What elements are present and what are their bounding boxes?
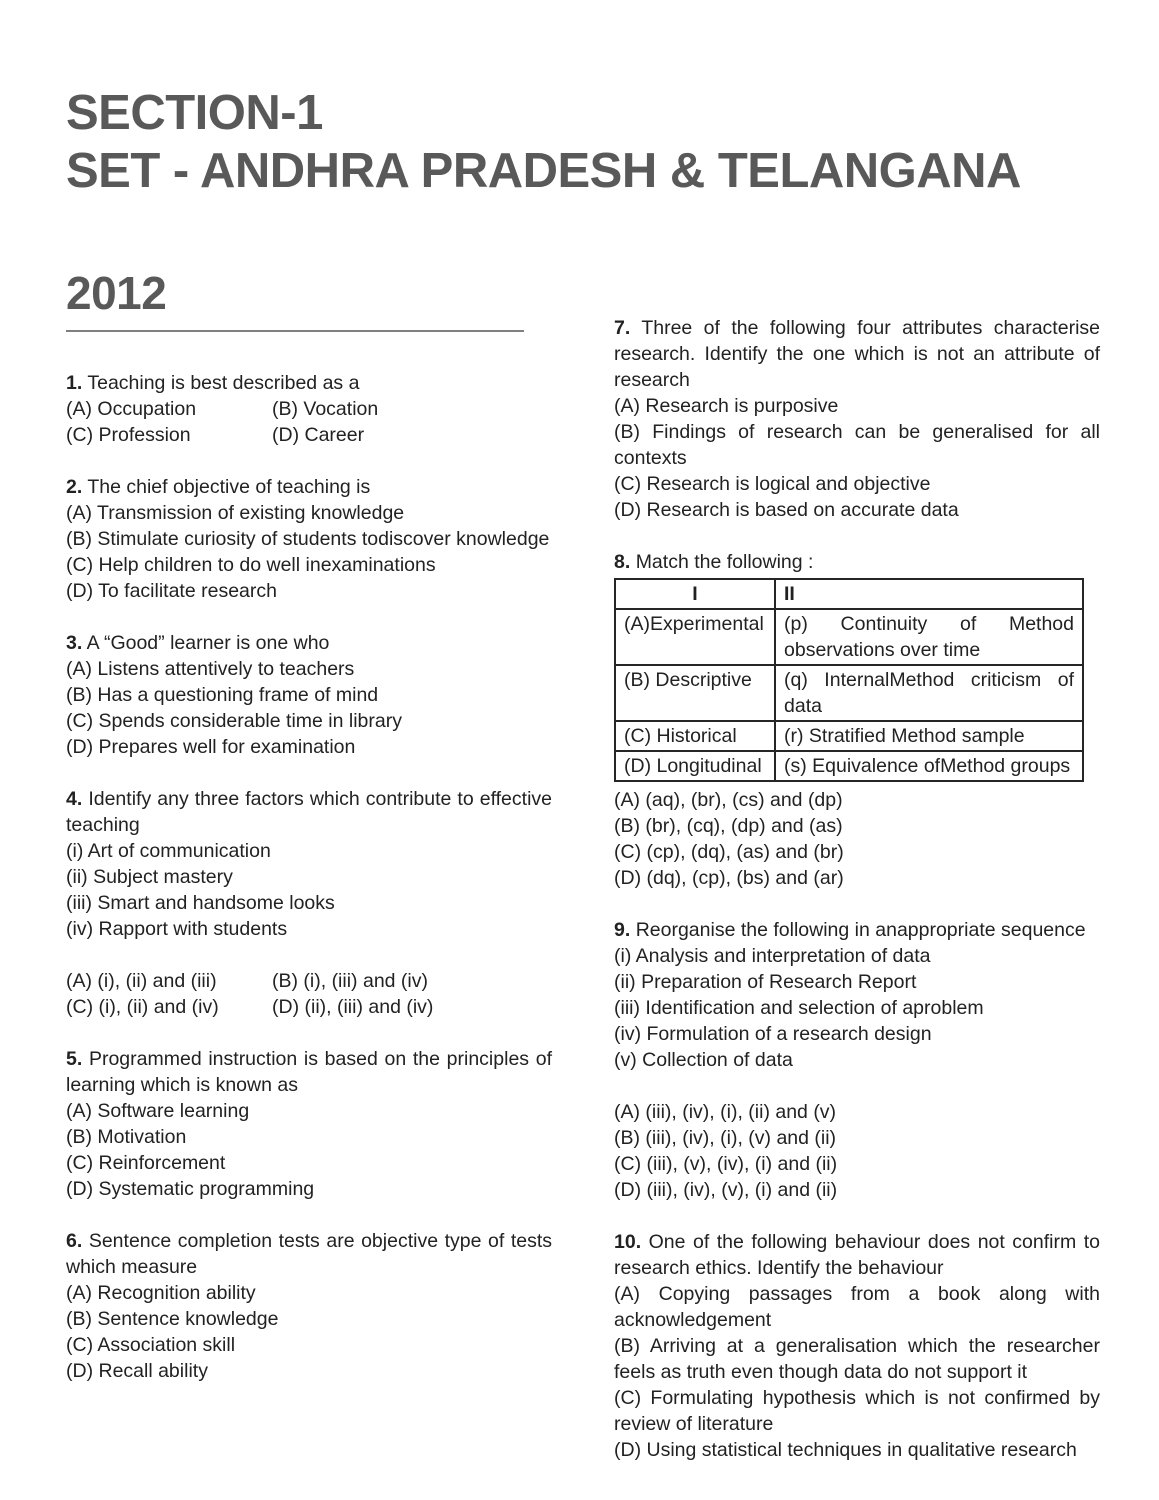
match-table-cell: (B) Descriptive (615, 665, 775, 721)
option: (C) Research is logical and objective (614, 473, 931, 495)
option: (C) Spends considerable time in library (66, 710, 402, 732)
doc-header (66, 84, 1021, 200)
question-3 (66, 630, 552, 760)
column-left (66, 266, 552, 1384)
question-number: 7. (614, 317, 631, 339)
list-item: (i) Analysis and interpretation of data (614, 945, 931, 967)
question-text-body: A “Good” learner is one who (86, 632, 330, 654)
question-1 (66, 370, 552, 448)
option: (C) (iii), (v), (iv), (i) and (ii) (614, 1153, 838, 1175)
question-4 (66, 786, 552, 1020)
question-text (614, 315, 1100, 393)
option: (D) Career (272, 424, 365, 446)
list-item: (i) Art of communication (66, 840, 271, 862)
question-number: 9. (614, 919, 631, 941)
match-table-header-row (615, 579, 1083, 609)
match-table-row (615, 665, 1083, 721)
question-10 (614, 1229, 1100, 1463)
question-text-body: Match the following : (635, 551, 814, 573)
question-text-body: Three of the following four attributes characterise research. Identify the one which is not an attribute of research (614, 317, 1100, 391)
option: (C) (cp), (dq), (as) and (br) (614, 841, 844, 863)
option-list (614, 1099, 1100, 1203)
question-number: 1. (66, 372, 83, 394)
question-number: 5. (66, 1048, 83, 1070)
question-text-body: Reorganise the following in anappropriate sequence (635, 919, 1086, 941)
option: (A) Software learning (66, 1100, 250, 1122)
question-6 (66, 1228, 552, 1384)
question-text-body: Teaching is best described as a (87, 372, 360, 394)
set-title: SET - ANDHRA PRADESH & TELANGANA (66, 144, 1021, 198)
match-table (614, 578, 1084, 782)
question-9 (614, 917, 1100, 1203)
option: (B) Stimulate curiosity of students todiscover knowledge (66, 528, 550, 550)
question-7 (614, 315, 1100, 523)
option: (B) Sentence knowledge (66, 1308, 279, 1330)
match-table-header-i: I (615, 579, 775, 609)
option: (C) Help children to do well inexaminations (66, 554, 436, 576)
option: (B) Has a questioning frame of mind (66, 684, 379, 706)
question-text (66, 474, 552, 500)
year-underline (66, 330, 524, 332)
option: (A) (i), (ii) and (iii) (66, 970, 217, 992)
match-table-cell: (q) InternalMethod criticism of data (775, 665, 1083, 721)
option: (B) Vocation (272, 398, 379, 420)
match-table-row (615, 721, 1083, 751)
match-table-header-ii: II (775, 579, 1083, 609)
question-text (614, 1229, 1100, 1281)
option-grid (66, 968, 552, 1020)
list-item: (iv) Rapport with students (66, 918, 288, 940)
question-number: 10. (614, 1231, 642, 1253)
question-text (614, 917, 1100, 943)
list-item: (v) Collection of data (614, 1049, 793, 1071)
match-table-cell: (D) Longitudinal (615, 751, 775, 781)
question-number: 3. (66, 632, 83, 654)
option: (D) (iii), (iv), (v), (i) and (ii) (614, 1179, 838, 1201)
match-table-cell: (s) Equivalence ofMethod groups (775, 751, 1083, 781)
list-item: (iv) Formulation of a research design (614, 1023, 932, 1045)
question-number: 8. (614, 551, 631, 573)
option: (D) Systematic programming (66, 1178, 315, 1200)
option: (C) Profession (66, 424, 191, 446)
question-text-body: One of the following behaviour does not confirm to research ethics. Identify the behaviour (614, 1231, 1100, 1279)
option: (D) (dq), (cp), (bs) and (ar) (614, 867, 844, 889)
option: (A) Copying passages from a book along with acknowledgement (614, 1283, 1100, 1331)
option: (B) (iii), (iv), (i), (v) and (ii) (614, 1127, 837, 1149)
question-text (66, 370, 552, 396)
year-title: 2012 (66, 267, 167, 319)
section-title: SECTION-1 (66, 86, 323, 140)
option: (D) Research is based on accurate data (614, 499, 959, 521)
match-table-row (615, 609, 1083, 665)
list-item: (ii) Subject mastery (66, 866, 233, 888)
option: (B) Findings of research can be generalised for all contexts (614, 421, 1100, 469)
option: (D) Prepares well for examination (66, 736, 356, 758)
question-5 (66, 1046, 552, 1202)
option: (B) (i), (iii) and (iv) (272, 970, 428, 992)
question-2 (66, 474, 552, 604)
question-text-body: Programmed instruction is based on the principles of learning which is known as (66, 1048, 552, 1096)
question-text (66, 1228, 552, 1280)
option: (C) Formulating hypothesis which is not confirmed by review of literature (614, 1387, 1100, 1435)
option: (C) Association skill (66, 1334, 236, 1356)
question-8 (614, 549, 1100, 891)
option: (A) Listens attentively to teachers (66, 658, 355, 680)
match-table-cell: (C) Historical (615, 721, 775, 751)
question-number: 4. (66, 788, 83, 810)
option: (A) (aq), (br), (cs) and (dp) (614, 789, 843, 811)
option: (B) (br), (cq), (dp) and (as) (614, 815, 843, 837)
option: (D) To facilitate research (66, 580, 277, 602)
list-item: (iii) Identification and selection of aproblem (614, 997, 984, 1019)
option: (A) Occupation (66, 398, 197, 420)
match-table-cell: (A)Experimental (615, 609, 775, 665)
option: (B) Motivation (66, 1126, 187, 1148)
match-table-cell: (r) Stratified Method sample (775, 721, 1083, 751)
option: (D) Recall ability (66, 1360, 208, 1382)
question-number: 6. (66, 1230, 83, 1252)
question-text-body: Identify any three factors which contribute to effective teaching (66, 788, 552, 836)
match-table-cell: (p) Continuity of Method observations over time (775, 609, 1083, 665)
option: (A) (iii), (iv), (i), (ii) and (v) (614, 1101, 837, 1123)
option: (A) Transmission of existing knowledge (66, 502, 405, 524)
option: (B) Arriving at a generalisation which the researcher feels as truth even though data do not support it (614, 1335, 1100, 1383)
question-text-body: The chief objective of teaching is (87, 476, 371, 498)
option: (D) Using statistical techniques in qualitative research (614, 1439, 1077, 1461)
option: (A) Research is purposive (614, 395, 839, 417)
option-grid (66, 396, 552, 448)
question-text-body: Sentence completion tests are objective type of tests which measure (66, 1230, 552, 1278)
option: (C) (i), (ii) and (iv) (66, 996, 219, 1018)
option: (A) Recognition ability (66, 1282, 256, 1304)
question-text (66, 786, 552, 838)
match-table-row (615, 751, 1083, 781)
question-text (614, 549, 1100, 575)
option: (C) Reinforcement (66, 1152, 226, 1174)
question-number: 2. (66, 476, 83, 498)
list-item: (iii) Smart and handsome looks (66, 892, 335, 914)
question-text (66, 630, 552, 656)
question-text (66, 1046, 552, 1098)
list-item: (ii) Preparation of Research Report (614, 971, 917, 993)
option: (D) (ii), (iii) and (iv) (272, 996, 434, 1018)
column-right (614, 315, 1100, 1463)
